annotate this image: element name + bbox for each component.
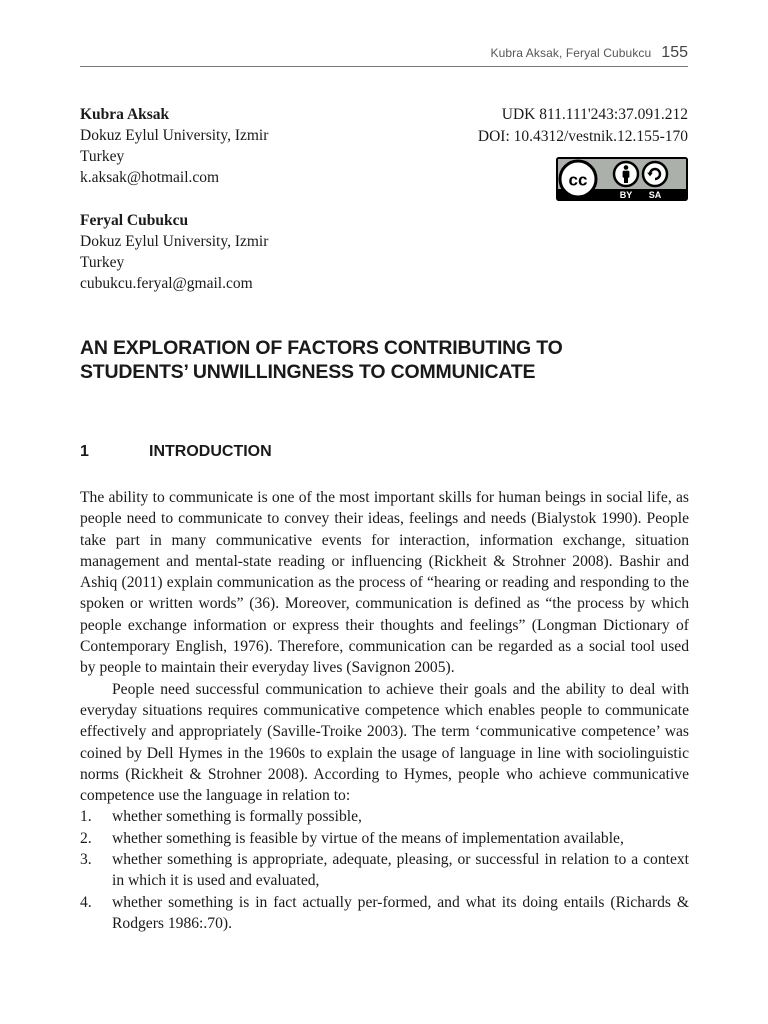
running-head-authors: Kubra Aksak, Feryal Cubukcu (490, 46, 652, 60)
by-label: BY (619, 190, 633, 200)
author-email[interactable]: cubukcu.feryal@gmail.com (80, 275, 253, 292)
numbered-list (80, 806, 689, 934)
body-text (80, 487, 689, 934)
list-item-text: whether something is feasible by virtue of the means of implementation available, (112, 829, 624, 847)
section-heading (80, 442, 272, 462)
list-item-text: whether something is in fact actually per-formed, and what its doing entails (Richards & Rodgers 1986:.70). (112, 893, 689, 932)
page-number: 155 (661, 44, 688, 61)
paper-title (80, 336, 688, 384)
paper-title-line: STUDENTS’ UNWILLINGNESS TO COMMUNICATE (80, 361, 536, 383)
author-email[interactable]: k.aksak@hotmail.com (80, 169, 220, 186)
list-marker: 1. (80, 808, 92, 826)
list-item (80, 892, 689, 935)
attribution-icon (614, 162, 638, 186)
paragraph: The ability to communicate is one of the most important skills for human beings in social life, as people need to communicate to convey their ideas, feelings and needs (Bialystok 1990). People take part in many communicative events for interaction, information exchange, situation management and mental-state reading or influencing (Rickheit & Strohner 2008). Bashir and Ashiq (2011) explain communication as the process of “hearing or reading and responding to the spoken or written words” (36). Moreover, communication is defined as “the process by which people exchange information or express their thoughts and feelings” (Longman Dictionary of Contemporary English, 1976). Therefore, communication can be regarded as a social tool used by people to maintain their everyday lives (Savignon 2005). (80, 489, 689, 677)
list-item-text: whether something is appropriate, adequate, pleasing, or successful in relation to a context in which it is used and evaluated, (112, 851, 689, 890)
author-block-1 (80, 104, 380, 188)
author-name: Feryal Cubukcu (80, 212, 189, 229)
doi[interactable]: DOI: 10.4312/vestnik.12.155-170 (477, 128, 688, 145)
cc-label: cc (568, 170, 588, 190)
sa-label: SA (648, 190, 662, 200)
author-affiliation: Dokuz Eylul University, Izmir (80, 127, 269, 144)
cc-by-sa-icon[interactable] (556, 157, 688, 201)
list-item (80, 849, 689, 892)
list-item (80, 828, 689, 849)
section-number: 1 (80, 443, 89, 460)
section-title: INTRODUCTION (149, 443, 272, 460)
list-item (80, 806, 689, 827)
paragraph: People need successful communication to achieve their goals and the ability to deal with everyday situations requires communicative competence which enables people to communicate effectively and appropriately (Saville-Troike 2003). The term ‘communicative competence’ was coined by Dell Hymes in the 1960s to explain the usage of language in line with sociolinguistic norms (Rickheit & Strohner 2008). According to Hymes, people who achieve communicative competence use the language in relation to: (80, 680, 689, 805)
author-affiliation: Dokuz Eylul University, Izmir (80, 233, 269, 250)
list-marker: 2. (80, 829, 92, 847)
running-head (80, 44, 688, 67)
list-item-text: whether something is formally possible, (112, 808, 362, 826)
author-block-2 (80, 210, 380, 294)
author-country: Turkey (80, 148, 125, 165)
identifiers (368, 104, 688, 148)
share-alike-icon (643, 162, 667, 186)
udk-code: UDK 811.111'243:37.091.212 (501, 106, 688, 123)
author-country: Turkey (80, 254, 125, 271)
list-marker: 3. (80, 851, 92, 869)
paper-title-line: AN EXPLORATION OF FACTORS CONTRIBUTING TO (80, 337, 563, 359)
list-marker: 4. (80, 893, 92, 911)
author-name: Kubra Aksak (80, 106, 170, 123)
